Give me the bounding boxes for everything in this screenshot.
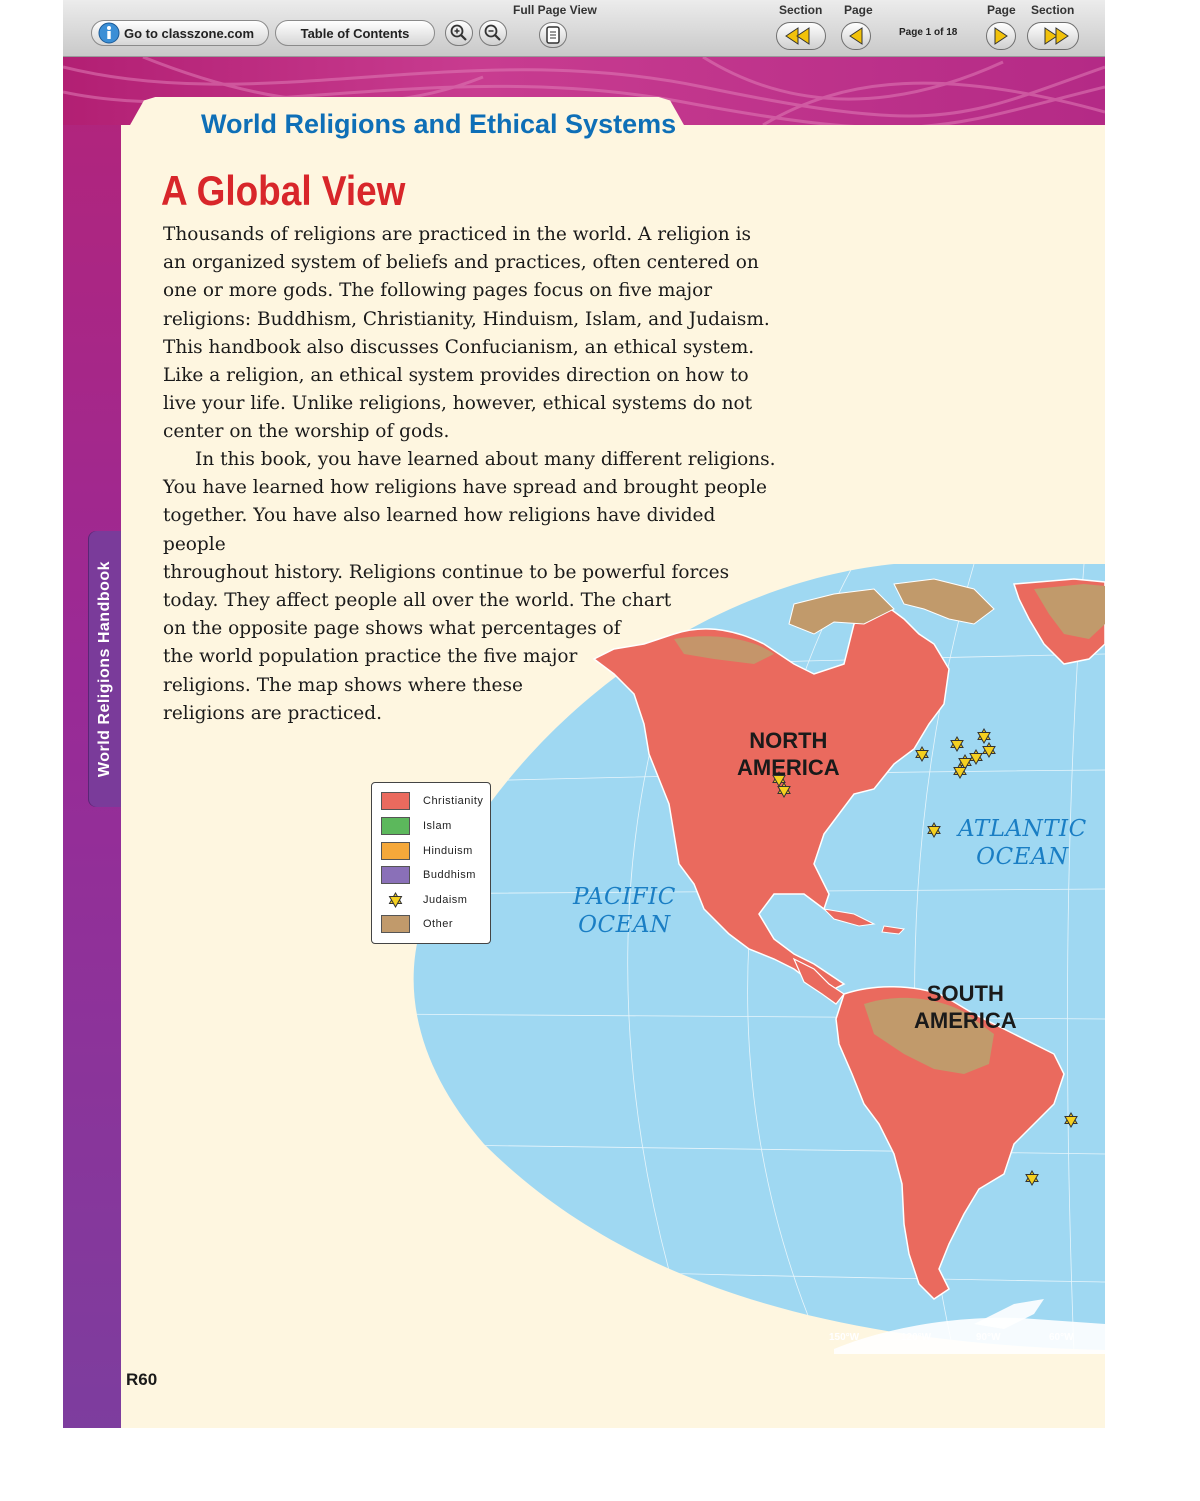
legend-item-hinduism: Hinduism (381, 841, 473, 861)
page-view-icon (545, 26, 561, 44)
star-of-david-icon (381, 891, 410, 909)
handbook-spine-label: World Religions Handbook (96, 560, 113, 778)
zoom-out-button[interactable] (479, 20, 507, 46)
left-arrow-icon (848, 27, 864, 45)
longitude-label: 60°W (1049, 1332, 1074, 1343)
page-label-right: Page (987, 3, 1016, 17)
previous-page-button[interactable] (841, 22, 871, 50)
page-label-left: Page (844, 3, 873, 17)
right-arrow-icon (993, 27, 1009, 45)
textbook-page (63, 57, 1105, 1428)
zoom-out-icon (484, 24, 502, 42)
legend-item-islam: Islam (381, 816, 452, 836)
legend-swatch (381, 792, 410, 810)
double-right-arrow-icon (1036, 27, 1070, 45)
legend-item-buddhism: Buddhism (381, 865, 476, 885)
previous-section-button[interactable] (776, 22, 826, 50)
longitude-label: 120°W (901, 1332, 932, 1343)
classzone-button[interactable] (91, 20, 269, 46)
double-left-arrow-icon (784, 27, 818, 45)
legend-swatch (381, 817, 410, 835)
legend-item-judaism: Judaism (381, 890, 467, 910)
longitude-label: 90°W (976, 1332, 1001, 1343)
legend-swatch (381, 842, 410, 860)
longitude-label: 150°W (829, 1332, 860, 1343)
section-label-right: Section (1031, 3, 1075, 17)
zoom-in-button[interactable] (445, 20, 473, 46)
next-page-button[interactable] (986, 22, 1016, 50)
legend-item-other: Other (381, 914, 453, 934)
page-number: R60 (126, 1370, 158, 1389)
north-america-label: NORTH AMERICA (737, 728, 840, 780)
classzone-label: Go to classzone.com (124, 25, 255, 41)
next-section-button[interactable] (1027, 22, 1079, 50)
full-page-view-button[interactable] (539, 22, 567, 48)
page-indicator: Page 1 of 18 (899, 27, 958, 38)
navigation-toolbar (63, 0, 1105, 57)
table-of-contents-button[interactable] (275, 20, 435, 46)
info-globe-icon (98, 22, 120, 44)
pacific-ocean-label: PACIFIC OCEAN (573, 884, 676, 938)
section-title: World Religions and Ethical Systems (201, 109, 677, 139)
full-page-view-label: Full Page View (513, 3, 597, 17)
south-america-label: SOUTH AMERICA (914, 981, 1017, 1033)
atlantic-ocean-label: ATLANTIC OCEAN (958, 816, 1087, 870)
legend-swatch (381, 915, 410, 933)
intro-paragraph: Thousands of religions are practiced in the world. A religion is an organized system of beliefs and practices, often centered on one or more gods. The following pages focus on five major religions: Buddhism, Christianity, Hinduism, Islam, and Judaism. This handbook also discusses Confucianism, an ethical system. Like a religion, an ethical system provides direction on how to live your life. Unlike religions, however, ethical systems do not center on the worship of gods. (163, 224, 770, 443)
map-legend (371, 782, 491, 944)
page-heading: A Global View (161, 167, 406, 214)
second-paragraph: In this book, you have learned about many different religions. You have learned how religions have spread and brought people together. You have also learned how religions have divided people throughout history. Religions continue to be powerful forces today. They affect people all over the world. The chart on the opposite page shows what percentages of the world population practice the five major religions. The map shows where these religions are practiced. (163, 449, 776, 724)
legend-item-christianity: Christianity (381, 791, 483, 811)
toc-label: Table of Contents (300, 25, 410, 41)
legend-swatch (381, 866, 410, 884)
zoom-in-icon (450, 24, 468, 42)
section-label-left: Section (779, 3, 823, 17)
